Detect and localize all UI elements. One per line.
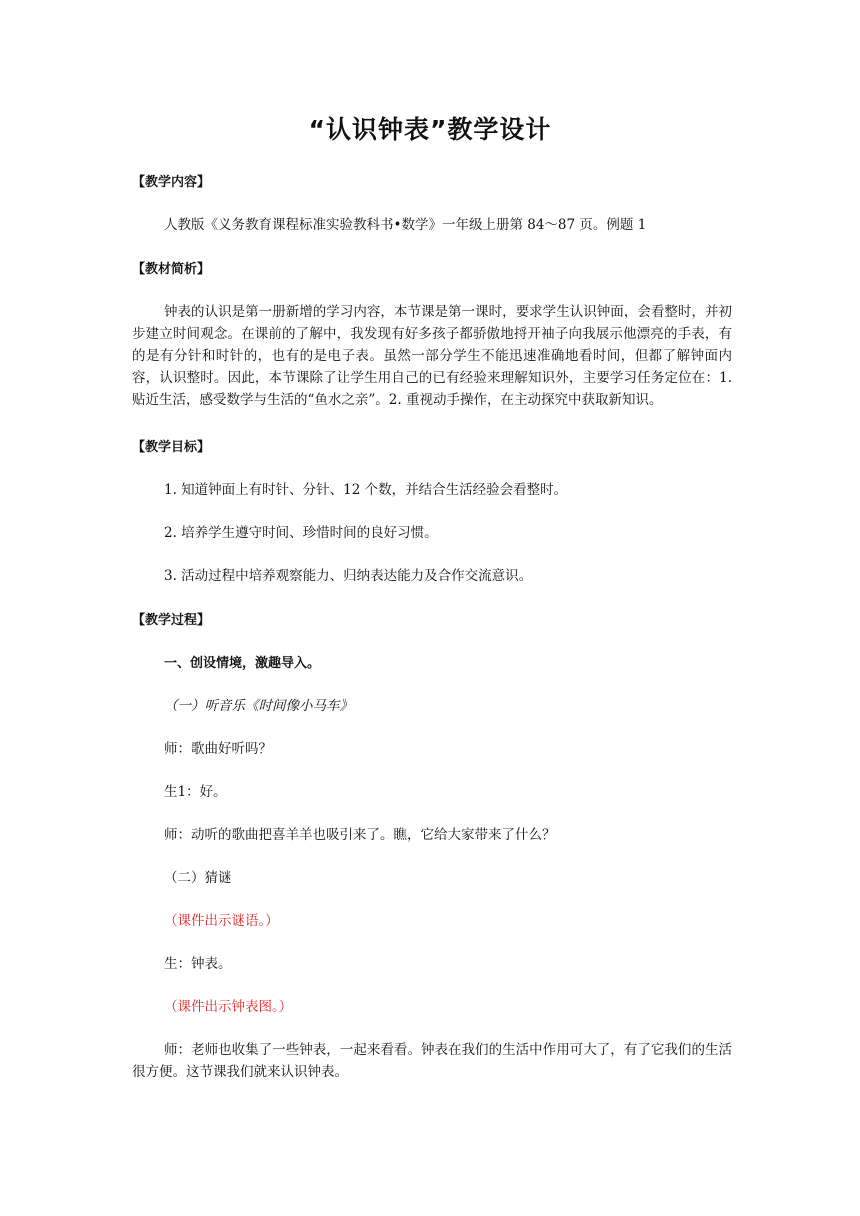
step1-title: 一、创设情境，激趣导入。: [164, 656, 321, 671]
courseware-note: （课件出示钟表图。）: [164, 999, 293, 1015]
sub-section-title: （一）听音乐《时间像小马车》: [164, 698, 353, 714]
goals-heading: 【教学目标】: [132, 440, 211, 455]
goal-item: 2. 培养学生遵守时间、珍惜时间的良好习惯。: [164, 525, 438, 541]
document-title: “认识钟表”教学设计: [308, 115, 552, 144]
content-text: 人教版《义务教育课程标准实验教科书•数学》一年级上册第 84～87 页。例题 1: [164, 217, 647, 233]
analysis-paragraph: 钟表的认识是第一册新增的学习内容，本节课是第一课时，要求学生认识钟面，会看整时，并初步建立时间观念。在课前的了解中，我发现有好多孩子都骄傲地捋开袖子向我展示他漂亮的手表，有的是有分针和时针的，也有的是电子表。虽然一部分学生不能迅速准确地看时间，但都了解钟面内容，认识整时。因此，本节课除了让学生用自己的已有经验来理解知识外，主要学习任务定位在：1. 贴近生活，感受数学与生活的“鱼水之亲”。2. 重视动手操作，在主动探究中获取新知识。: [132, 304, 732, 408]
goal-item: 3. 活动过程中培养观察能力、归纳表达能力及合作交流意识。: [164, 568, 533, 584]
dialog-line: 师：动听的歌曲把喜羊羊也吸引来了。瞧，它给大家带来了什么？: [164, 827, 556, 843]
sub-section-title: （二）猜谜: [164, 870, 232, 886]
courseware-note: （课件出示谜语。）: [164, 913, 279, 929]
content-heading: 【教学内容】: [132, 175, 211, 190]
analysis-heading: 【教材简析】: [132, 262, 211, 277]
process-heading: 【教学过程】: [132, 613, 211, 628]
dialog-line: 生1：好。: [164, 784, 227, 800]
dialog-paragraph: 师：老师也收集了一些钟表，一起来看看。钟表在我们的生活中作用可大了，有了它我们的生活很方便。这节课我们就来认识钟表。: [132, 1042, 732, 1080]
goal-item: 1. 知道钟面上有时针、分针、12 个数，并结合生活经验会看整时。: [164, 482, 568, 498]
dialog-line: 生：钟表。: [164, 956, 232, 972]
dialog-line: 师：歌曲好听吗？: [164, 741, 272, 757]
